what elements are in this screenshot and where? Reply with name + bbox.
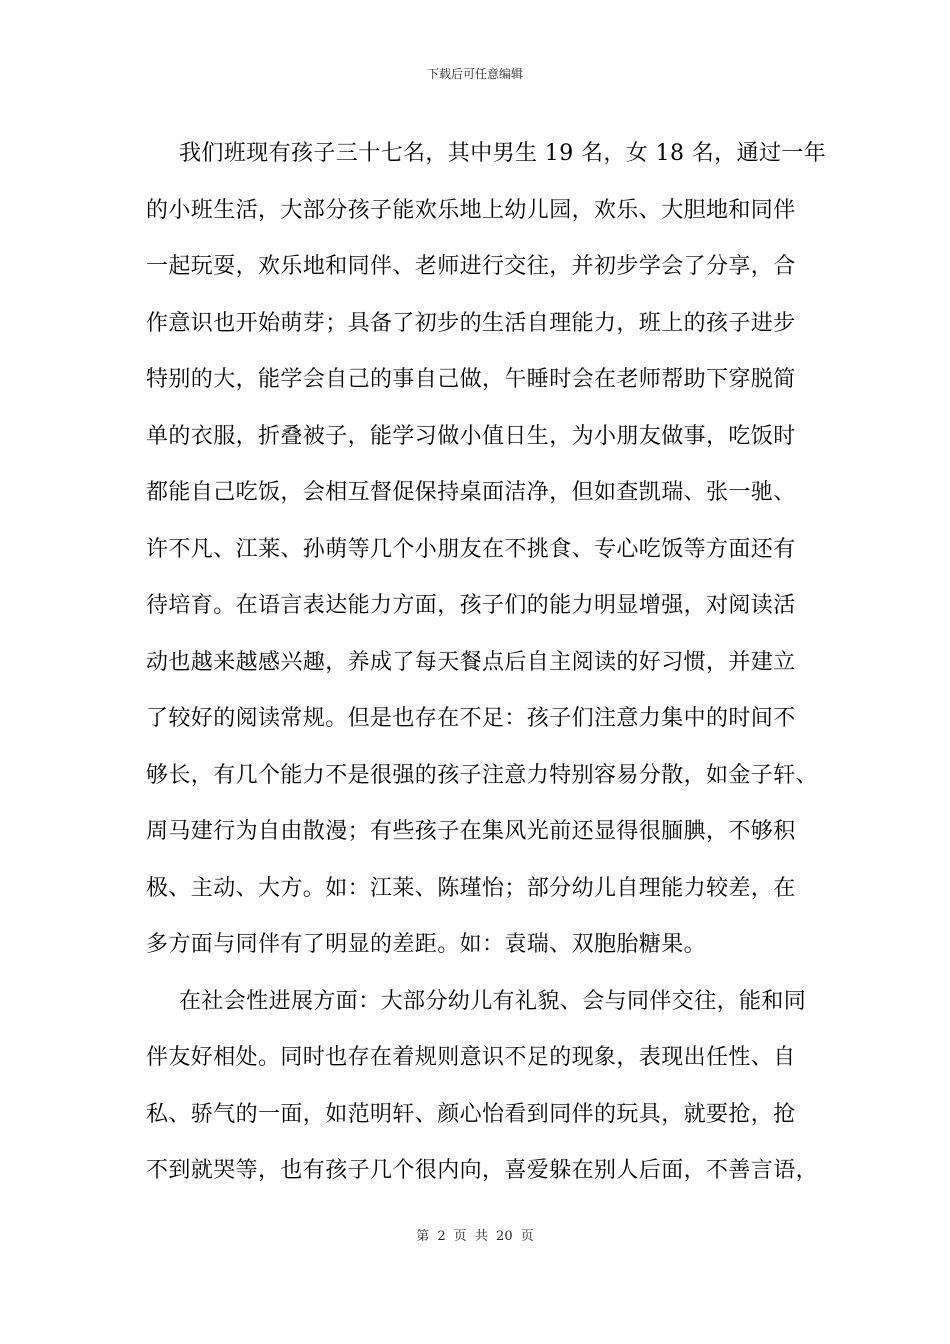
paragraph-1-line: 多方面与同伴有了明显的差距。如：袁瑞、双胞胎糖果。 — [146, 932, 707, 957]
paragraph-2-line: 在社会性进展方面：大部分幼儿有礼貌、会与同伴交往，能和同 — [179, 988, 807, 1014]
paragraph-1-line: 待培育。在语言表达能力方面，孩子们的能力明显增强，对阅读活 — [146, 593, 796, 618]
paragraph-1-line: 了较好的阅读常规。但是也存在不足：孩子们注意力集中的时间不 — [146, 706, 796, 731]
paragraph-1-line: 周马建行为自由散漫；有些孩子在集风光前还显得很腼腆，不够积 — [146, 819, 796, 844]
paragraph-1-line: 极、主动、大方。如：江莱、陈瑾怡；部分幼儿自理能力较差，在 — [146, 875, 796, 901]
paragraph-1-line: 我们班现有孩子三十七名，其中男生 19 名，女 18 名，通过一年 — [179, 141, 827, 166]
page-number-footer: 第 2 页 共 20 页 — [416, 1229, 534, 1244]
paragraph-2-line: 私、骄气的一面，如范明轩、颜心怡看到同伴的玩具，就要抢，抢 — [146, 1101, 796, 1127]
paragraph-1-line: 动也越来越感兴趣，养成了每天餐点后自主阅读的好习惯，并建立 — [146, 649, 796, 675]
paragraph-1-line: 一起玩耍，欢乐地和同伴、老师进行交往，并初步学会了分享，合 — [146, 254, 796, 279]
paragraph-1-line: 够长，有几个能力不是很强的孩子注意力特别容易分散，如金子轩、 — [146, 762, 819, 788]
paragraph-1-line: 单的衣服，折叠被子，能学习做小值日生，为小朋友做事，吃饭时 — [146, 423, 796, 449]
paragraph-1-line: 许不凡、江莱、孙萌等几个小朋友在不挑食、专心吃饭等方面还有 — [146, 536, 796, 562]
paragraph-2-line: 不到就哭等，也有孩子几个很内向，喜爱躲在别人后面，不善言语， — [146, 1158, 819, 1183]
paragraph-2-line: 伴友好相处。同时也存在着规则意识不足的现象，表现出任性、自 — [146, 1045, 796, 1070]
paragraph-1-line: 作意识也开始萌芽；具备了初步的生活自理能力，班上的孩子进步 — [146, 310, 796, 336]
paragraph-1-line: 都能自己吃饭，会相互督促保持桌面洁净，但如查凯瑞、张一驰、 — [146, 480, 796, 505]
document-body — [146, 126, 826, 1200]
page-header: 下载后可任意编辑 — [426, 67, 523, 81]
paragraph-1-line: 的小班生活，大部分孩子能欢乐地上幼儿园，欢乐、大胆地和同伴 — [146, 197, 796, 223]
paragraph-1-line: 特别的大，能学会自己的事自己做，午睡时会在老师帮助下穿脱简 — [146, 367, 796, 392]
